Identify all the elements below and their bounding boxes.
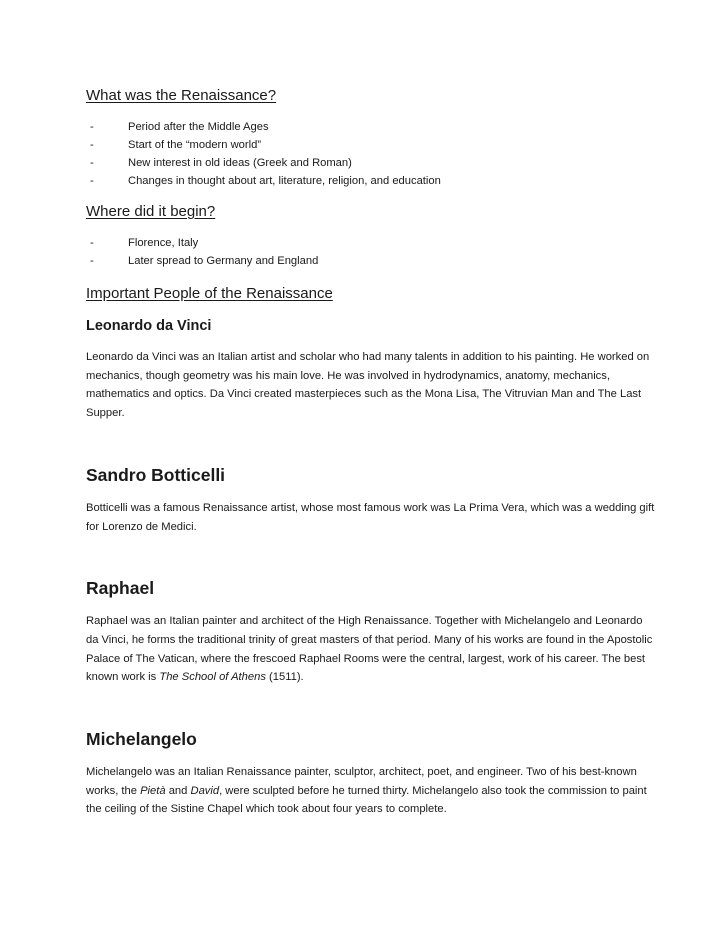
origin-list	[86, 234, 656, 270]
person-name-leonardo: Leonardo da Vinci	[86, 318, 212, 334]
document-page	[86, 86, 656, 819]
list-item-text: Later spread to Germany and England	[128, 255, 319, 267]
person-name-raphael: Raphael	[86, 578, 155, 599]
list-item-text: New interest in old ideas (Greek and Roman)	[128, 157, 352, 169]
person-name-botticelli: Sandro Botticelli	[86, 464, 226, 485]
paragraph-leonardo: Leonardo da Vinci was an Italian artist and scholar who had many talents in addition to his painting. He worked on mechanics, though geometry was his main love. He was involved in hydrodynamics, anatomy, mechanics, mathematics and optics. Da Vinci created masterpieces such as the Mona Lisa, The Vitruvian Man and The Last Supper.	[86, 351, 650, 420]
list-item-text: Changes in thought about art, literature, religion, and education	[128, 175, 441, 187]
list-item	[86, 234, 656, 252]
paragraph-botticelli: Botticelli was a famous Renaissance artist, whose most famous work was La Prima Vera, which was a wedding gift for Lorenzo de Medici.	[86, 501, 655, 533]
list-item	[86, 154, 656, 172]
paragraph-michelangelo	[86, 763, 656, 819]
paragraph-raphael-text-end: (1511).	[265, 671, 304, 684]
list-item-text: Period after the Middle Ages	[128, 121, 269, 133]
paragraph-michelangelo-text: Michelangelo was an Italian Renaissance painter, sculptor, architect, poet, and engineer. Two of his best-known works, the	[86, 766, 637, 797]
bullet-dash: -	[90, 157, 94, 169]
bullet-dash: -	[90, 175, 94, 187]
list-item	[86, 136, 656, 154]
artwork-title-david: David	[190, 784, 220, 797]
bullet-dash: -	[90, 237, 94, 249]
paragraph-raphael-text: Raphael was an Italian painter and architect of the High Renaissance. Together with Michelangelo and Leonardo da Vinci, he forms the traditional trinity of great masters of that period. Many of his works are found in the Apostolic Palace of The Vatican, where the frescoed Raphael Rooms were the central, largest, work of his career. The best known work is	[86, 615, 653, 684]
person-name-michelangelo: Michelangelo	[86, 729, 197, 750]
list-item-text: Start of the “modern world”	[128, 139, 262, 151]
list-item	[86, 118, 656, 136]
bullet-dash: -	[90, 255, 94, 267]
heading-important-people: Important People of the Renaissance	[86, 285, 333, 302]
paragraph-raphael	[86, 612, 656, 687]
list-item	[86, 252, 656, 270]
list-item	[86, 172, 656, 190]
renaissance-definition-list	[86, 118, 656, 190]
heading-what-was-renaissance: What was the Renaissance?	[86, 87, 277, 104]
bullet-dash: -	[90, 139, 94, 151]
paragraph-michelangelo-text-and: and	[165, 784, 191, 797]
list-item-text: Florence, Italy	[128, 237, 199, 249]
paragraph-michelangelo-text-end: , were sculpted before he turned thirty. Michelangelo also took the commission to paint the ceiling of the Sistine Chapel which took about four years to complete.	[86, 784, 647, 816]
bullet-dash: -	[90, 121, 94, 133]
heading-where-did-it-begin: Where did it begin?	[86, 203, 216, 220]
artwork-title-school-of-athens: The School of Athens	[159, 671, 266, 684]
artwork-title-pieta: Pietà	[140, 784, 166, 797]
